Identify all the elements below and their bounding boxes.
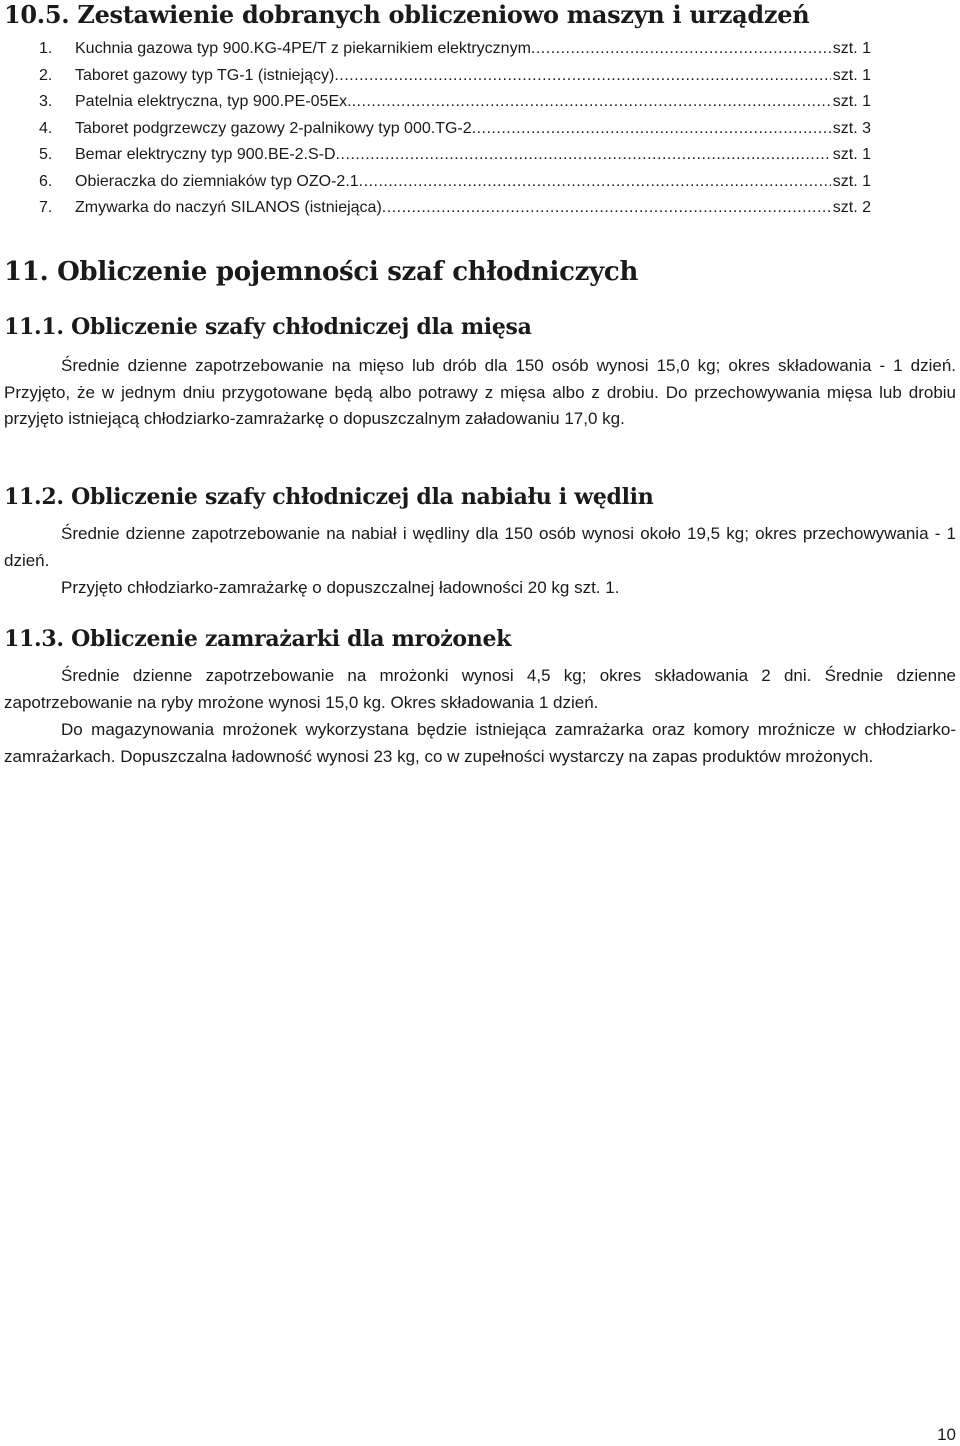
item-number: 1. <box>39 40 53 57</box>
item-quantity: szt. 1 <box>832 172 871 190</box>
equipment-item <box>39 195 871 222</box>
item-number: 2. <box>39 66 53 84</box>
item-quantity: szt. 2 <box>832 199 871 216</box>
dot-leader <box>531 36 831 63</box>
equipment-list <box>39 36 871 222</box>
paragraph-frozen: Średnie dzienne zapotrzebowanie na mrożonki wynosi 4,5 kg; okres składowania 2 dni. Średnie dzienne zapotrzebowanie na ryby mrożone wynosi 15,0 kg. Okres składowania 1 dzień. <box>4 666 956 712</box>
equipment-item <box>39 89 871 116</box>
paragraph-dairy: Średnie dzienne zapotrzebowanie na nabiał i wędliny dla 150 osób wynosi około 19,5 kg; okres przechowywania - 1 dzień. <box>4 524 956 570</box>
item-quantity: szt. 3 <box>832 119 871 137</box>
equipment-item <box>39 142 871 169</box>
item-name: Kuchnia gazowa typ 900.KG-4PE/T z piekarnikiem elektrycznym <box>75 40 531 57</box>
item-name: Bemar elektryczny typ 900.BE-2.S-D <box>75 146 336 163</box>
item-quantity: szt. 1 <box>832 146 871 163</box>
item-number: 7. <box>39 199 53 216</box>
item-quantity: szt. 1 <box>832 66 871 84</box>
dot-leader <box>352 89 831 116</box>
paragraph-dairy-fridge: Przyjęto chłodziarko-zamrażarkę o dopuszczalnej ładowności 20 kg szt. 1. <box>61 578 620 597</box>
item-name: Patelnia elektryczna, typ 900.PE-05Ex. <box>75 93 352 110</box>
section-heading-10-5: 10.5. Zestawienie dobranych obliczeniowo maszyn i urządzeń <box>4 0 810 29</box>
item-number: 4. <box>39 119 53 137</box>
dot-leader <box>472 116 831 143</box>
dot-leader <box>382 195 831 222</box>
paragraph-meat: Średnie dzienne zapotrzebowanie na mięso lub drób dla 150 osób wynosi 15,0 kg; okres składowania - 1 dzień. Przyjęto, że w jednym dniu przygotowane będą albo potrawy z mięsa albo z drobiu. Do przechowywania mięsa lub drobiu przyjęto istniejącą chłodziarko-zamrażarkę o dopuszczalnym załadowaniu 17,0 kg. <box>4 356 956 428</box>
item-quantity: szt. 1 <box>832 40 871 57</box>
section-heading-11: 11. Obliczenie pojemności szaf chłodniczych <box>4 257 639 287</box>
item-number: 6. <box>39 172 53 190</box>
item-name: Taboret gazowy typ TG-1 (istniejący) <box>75 66 335 84</box>
equipment-item <box>39 116 871 143</box>
subsection-heading-11-3: 11.3. Obliczenie zamrażarki dla mrożonek <box>4 626 512 652</box>
subsection-heading-11-1: 11.1. Obliczenie szafy chłodniczej dla mięsa <box>4 314 532 340</box>
equipment-item <box>39 169 871 196</box>
item-name: Zmywarka do naczyń SILANOS (istniejąca) <box>75 199 382 216</box>
equipment-item <box>39 63 871 90</box>
item-name: Taboret podgrzewczy gazowy 2-palnikowy typ 000.TG-2 <box>75 119 472 137</box>
item-number: 3. <box>39 93 53 110</box>
item-quantity: szt. 1 <box>832 93 871 110</box>
equipment-item <box>39 36 871 63</box>
paragraph-freezer: Do magazynowania mrożonek wykorzystana będzie istniejąca zamrażarka oraz komory mroźnicze w chłodziarko-zamrażarkach. Dopuszczalna ładowność wynosi 23 kg, co w zupełności wystarczy na zapas produktów mrożonych. <box>4 720 956 766</box>
item-name: Obieraczka do ziemniaków typ OZO-2.1 <box>75 172 359 190</box>
dot-leader <box>336 142 831 169</box>
item-number: 5. <box>39 146 53 163</box>
subsection-heading-11-2: 11.2. Obliczenie szafy chłodniczej dla nabiału i wędlin <box>4 484 654 510</box>
dot-leader <box>359 169 831 196</box>
page-number: 10 <box>937 1425 956 1444</box>
dot-leader <box>334 63 830 90</box>
